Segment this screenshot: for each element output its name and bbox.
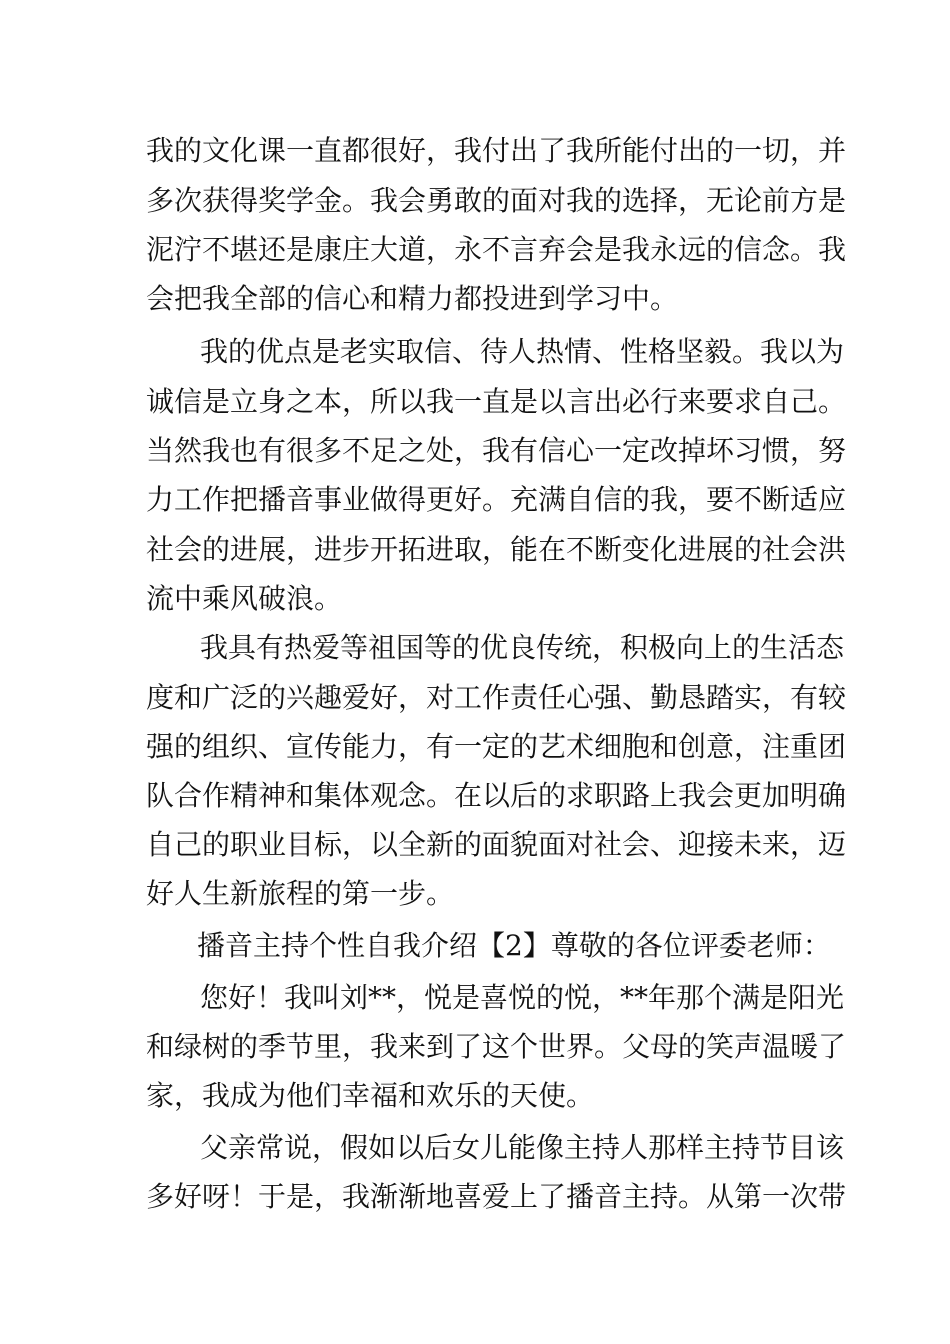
section-heading: 播音主持个性自我介绍【2】尊敬的各位评委老师： xyxy=(197,929,831,962)
text-line: 家，我成为他们幸福和欢乐的天使。 xyxy=(146,1079,595,1112)
text-line: 和绿树的季节里，我来到了这个世界。父母的笑声温暖了 xyxy=(146,1030,847,1063)
paragraph-first-line: 我具有热爱等祖国等的优良传统，积极向上的生活态 xyxy=(200,631,845,664)
text-line: 自己的职业目标，以全新的面貌面对社会、迎接未来，迈 xyxy=(146,828,847,861)
text-line: 诚信是立身之本，所以我一直是以言出必行来要求自己。 xyxy=(146,385,847,418)
paragraph-first-line: 父亲常说，假如以后女儿能像主持人那样主持节目该 xyxy=(200,1131,845,1164)
text-line: 多好呀！于是，我渐渐地喜爱上了播音主持。从第一次带 xyxy=(146,1180,847,1213)
text-line: 好人生新旅程的第一步。 xyxy=(146,877,455,910)
text-line: 队合作精神和集体观念。在以后的求职路上我会更加明确 xyxy=(146,779,847,812)
paragraph-first-line: 您好！我叫刘**，悦是喜悦的悦，**年那个满是阳光 xyxy=(200,981,845,1014)
text-line: 会把我全部的信心和精力都投进到学习中。 xyxy=(146,282,679,315)
text-line: 泥泞不堪还是康庄大道，永不言弃会是我永远的信念。我 xyxy=(146,233,847,266)
text-line: 强的组织、宣传能力，有一定的艺术细胞和创意，注重团 xyxy=(146,730,847,763)
text-line: 多次获得奖学金。我会勇敢的面对我的选择，无论前方是 xyxy=(146,184,847,217)
text-line: 社会的进展，进步开拓进取，能在不断变化进展的社会洪 xyxy=(146,533,847,566)
text-line: 当然我也有很多不足之处，我有信心一定改掉坏习惯，努 xyxy=(146,434,847,467)
text-line: 流中乘风破浪。 xyxy=(146,582,343,615)
text-line: 我的文化课一直都很好，我付出了我所能付出的一切，并 xyxy=(146,134,847,167)
text-line: 度和广泛的兴趣爱好，对工作责任心强、勤恳踏实，有较 xyxy=(146,681,847,714)
text-line: 力工作把播音事业做得更好。充满自信的我，要不断适应 xyxy=(146,483,847,516)
paragraph-first-line: 我的优点是老实取信、待人热情、性格坚毅。我以为 xyxy=(200,335,845,368)
